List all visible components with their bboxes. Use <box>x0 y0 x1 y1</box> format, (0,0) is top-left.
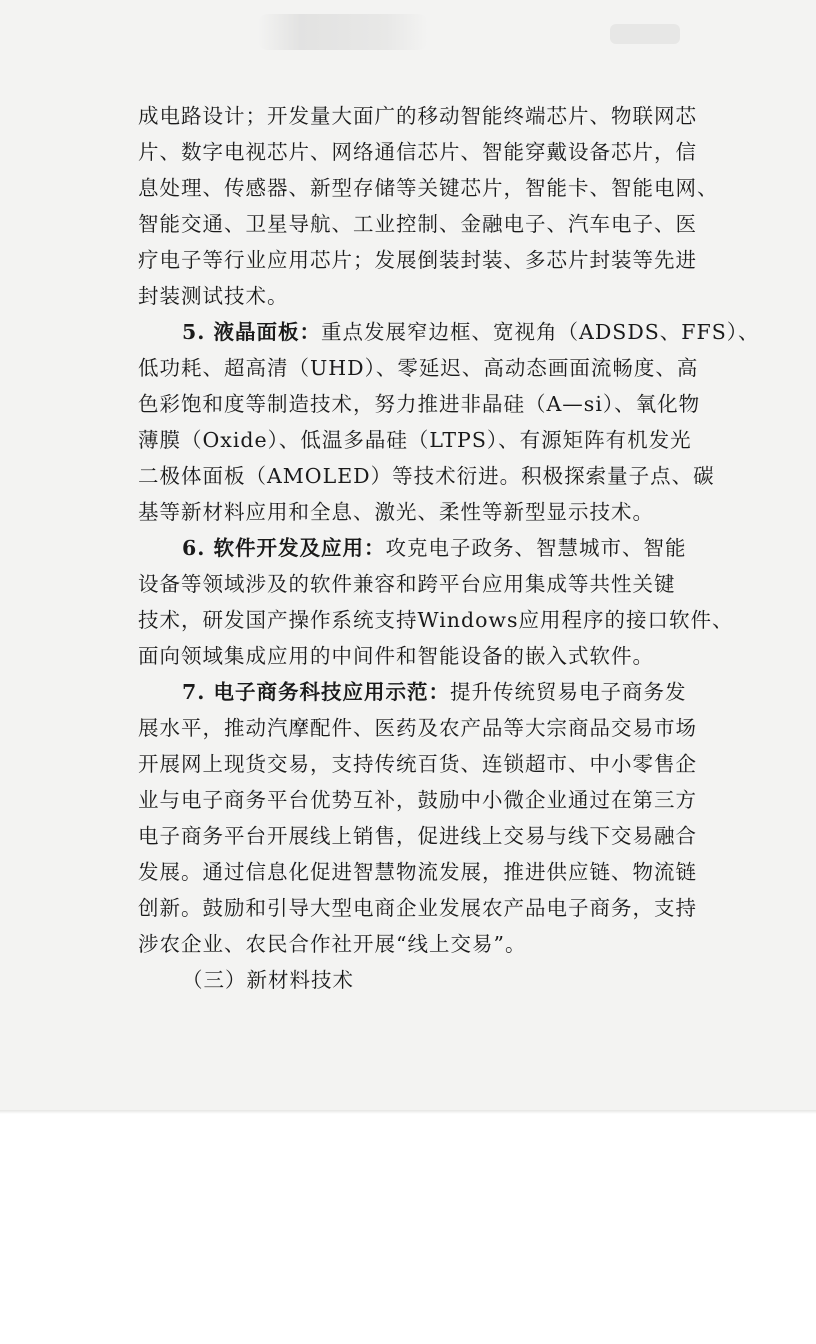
faded-header-mark-right <box>610 24 680 44</box>
section-5-heading: 5. 液晶面板： <box>182 320 322 344</box>
line-text: 发展。通过信息化促进智慧物流发展，推进供应链、物流链 <box>138 860 697 884</box>
text-line <box>138 602 734 638</box>
line-text: 二极体面板（AMOLED）等技术衍进。积极探索量子点、碳 <box>138 464 715 488</box>
line-text: 重点发展窄边框、宽视角（ADSDS、FFS）、 <box>321 320 760 344</box>
text-line <box>138 926 704 962</box>
text-line <box>138 818 704 854</box>
line-text: 涉农企业、农民合作社开展“线上交易”。 <box>138 932 527 956</box>
section-heading-line <box>138 530 704 566</box>
line-text: 息处理、传感器、新型存储等关键芯片，智能卡、智能电网、 <box>138 176 719 200</box>
subsection-heading: （三）新材料技术 <box>182 968 354 992</box>
line-text: 电子商务平台开展线上销售，促进线上交易与线下交易融合 <box>138 824 697 848</box>
line-text: 低功耗、超高清（UHD）、零延迟、高动态画面流畅度、高 <box>138 356 699 380</box>
text-line <box>138 350 704 386</box>
text-line <box>138 134 704 170</box>
text-line <box>138 782 704 818</box>
text-line <box>138 746 704 782</box>
line-text: 封装测试技术。 <box>138 284 289 308</box>
text-line <box>138 458 715 494</box>
text-line <box>138 710 704 746</box>
line-text: 面向领域集成应用的中间件和智能设备的嵌入式软件。 <box>138 644 654 668</box>
document-body <box>138 98 760 998</box>
paper-bottom-edge <box>0 1110 816 1114</box>
text-line <box>138 98 704 134</box>
line-text: 片、数字电视芯片、网络通信芯片、智能穿戴设备芯片，信 <box>138 140 697 164</box>
line-text: 疗电子等行业应用芯片；发展倒装封装、多芯片封装等先进 <box>138 248 697 272</box>
subsection-heading-line <box>138 962 704 998</box>
line-text: 智能交通、卫星导航、工业控制、金融电子、汽车电子、医 <box>138 212 697 236</box>
line-text: 提升传统贸易电子商务发 <box>450 680 687 704</box>
line-text: 薄膜（Oxide）、低温多晶硅（LTPS）、有源矩阵有机发光 <box>138 428 692 452</box>
text-line <box>138 854 704 890</box>
line-text: 业与电子商务平台优势互补，鼓励中小微企业通过在第三方 <box>138 788 697 812</box>
section-7-heading: 7. 电子商务科技应用示范： <box>182 680 451 704</box>
line-text: 成电路设计；开发量大面广的移动智能终端芯片、物联网芯 <box>138 104 697 128</box>
line-text: 创新。鼓励和引导大型电商企业发展农产品电子商务，支持 <box>138 896 697 920</box>
text-line <box>138 206 704 242</box>
text-line <box>138 494 704 530</box>
text-line <box>138 638 704 674</box>
text-line <box>138 890 704 926</box>
text-line <box>138 170 719 206</box>
text-line <box>138 242 704 278</box>
line-text: 色彩饱和度等制造技术，努力推进非晶硅（A—si）、氧化物 <box>138 392 701 416</box>
text-line <box>138 566 704 602</box>
section-6-heading: 6. 软件开发及应用： <box>182 536 386 560</box>
faded-header-mark <box>258 14 428 50</box>
line-text: 技术，研发国产操作系统支持Windows应用程序的接口软件、 <box>138 608 734 632</box>
line-text: 展水平，推动汽摩配件、医药及农产品等大宗商品交易市场 <box>138 716 697 740</box>
text-line <box>138 422 704 458</box>
section-heading-line <box>138 674 704 710</box>
section-heading-line <box>138 314 760 350</box>
line-text: 攻克电子政务、智慧城市、智能 <box>385 536 687 560</box>
line-text: 设备等领域涉及的软件兼容和跨平台应用集成等共性关键 <box>138 572 676 596</box>
text-line <box>138 278 704 314</box>
text-line <box>138 386 704 422</box>
line-text: 开展网上现货交易，支持传统百货、连锁超市、中小零售企 <box>138 752 697 776</box>
line-text: 基等新材料应用和全息、激光、柔性等新型显示技术。 <box>138 500 654 524</box>
